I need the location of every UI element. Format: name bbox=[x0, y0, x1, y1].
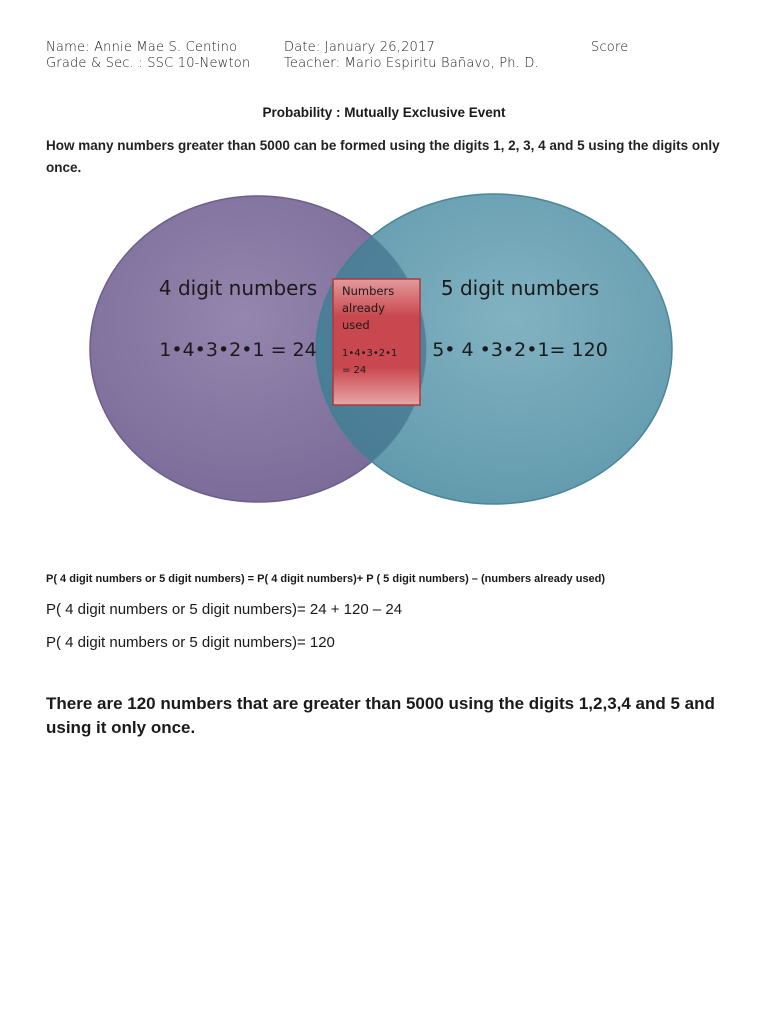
formula-step-2: P( 4 digit numbers or 5 digit numbers)= 120 bbox=[46, 634, 335, 651]
formula-step-1: P( 4 digit numbers or 5 digit numbers)= 24 + 120 – 24 bbox=[46, 601, 403, 618]
left-label: 4 digit numbers bbox=[158, 276, 318, 300]
question: How many numbers greater than 5000 can be formed using the digits 1, 2, 3, 4 and 5 using the digits only once. bbox=[46, 138, 720, 175]
general-formula: P( 4 digit numbers or 5 digit numbers) = P( 4 digit numbers)+ P ( 5 digit numbers) – (numbers already used) bbox=[46, 573, 606, 585]
right-label: 5 digit numbers bbox=[440, 276, 600, 300]
overlap-title-line-3: used bbox=[342, 318, 370, 332]
grade-section: Grade & Sec. : SSC 10-Newton bbox=[46, 56, 251, 71]
score-label: Score bbox=[591, 40, 629, 55]
venn-diagram bbox=[0, 185, 768, 515]
overlap-value-line-1: 1•4•3•2•1 bbox=[342, 348, 398, 359]
overlap-title-line-2: already bbox=[342, 301, 385, 315]
date: Date: January 26,2017 bbox=[284, 40, 435, 55]
teacher: Teacher: Mario Espiritu Bañavo, Ph. D. bbox=[284, 56, 539, 71]
page-title: Probability : Mutually Exclusive Event bbox=[262, 105, 506, 120]
overlap-title-line-1: Numbers bbox=[342, 284, 395, 298]
right-value: 5• 4 •3•2•1= 120 bbox=[432, 339, 608, 361]
conclusion: There are 120 numbers that are greater than 5000 using the digits 1,2,3,4 and 5 and using it only once. bbox=[46, 694, 715, 737]
overlap-value-line-2: = 24 bbox=[342, 365, 367, 376]
student-name: Name: Annie Mae S. Centino bbox=[46, 40, 238, 55]
left-value: 1•4•3•2•1 = 24 bbox=[159, 339, 317, 361]
